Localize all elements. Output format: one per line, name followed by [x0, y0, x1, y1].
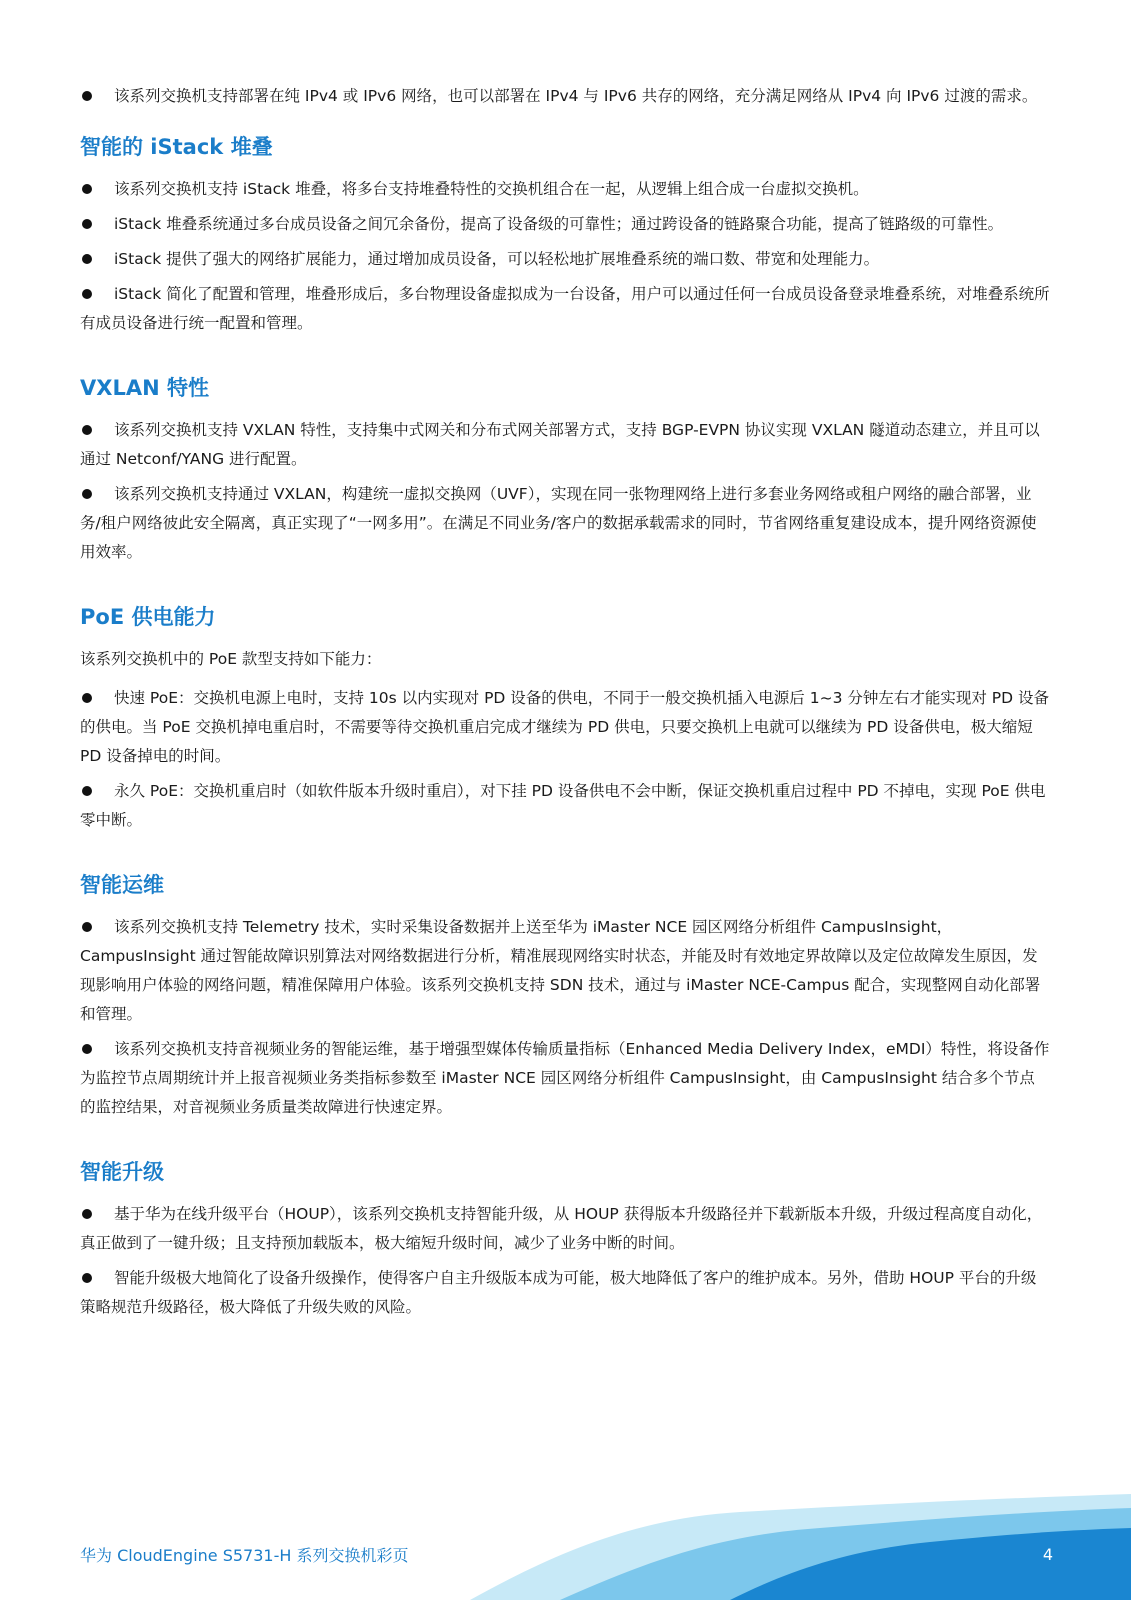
bullet-dot-icon: [82, 184, 92, 194]
bullet-item: 该系列交换机支持通过 VXLAN，构建统一虚拟交换网（UVF），实现在同一张物理网络上进行多套业务网络或租户网络的融合部署，业务/租户网络彼此安全隔离，真正实现了“一网多用”。在满足不同业务/客户的数据承载需求的同时，节省网络重复建设成本，提升网络资源使用效率。: [80, 485, 1037, 561]
page-number: 4: [1042, 1545, 1053, 1564]
bullet-item: 智能升级极大地简化了设备升级操作，使得客户自主升级版本成为可能，极大地降低了客户的维护成本。另外，借助 HOUP 平台的升级策略规范升级路径，极大降低了升级失败的风险。: [80, 1269, 1037, 1316]
bullet-dot-icon: [82, 254, 92, 264]
bullet-item: iStack 堆叠系统通过多台成员设备之间冗余备份，提高了设备级的可靠性；通过跨设备的链路聚合功能，提高了链路级的可靠性。: [80, 210, 1050, 239]
document-body: [80, 82, 1050, 1328]
bullet-item: 该系列交换机支持部署在纯 IPv4 或 IPv6 网络，也可以部署在 IPv4 与 IPv6 共存的网络，充分满足网络从 IPv4 向 IPv6 过渡的需求。: [80, 82, 1050, 111]
section-upgrade: [80, 1158, 1050, 1322]
bullet-item: 永久 PoE：交换机重启时（如软件版本升级时重启），对下挂 PD 设备供电不会中断，保证交换机重启过程中 PD 不掉电，实现 PoE 供电零中断。: [80, 782, 1046, 829]
bullet-dot-icon: [82, 91, 92, 101]
bullet-dot-icon: [82, 425, 92, 435]
bullet-dot-icon: [82, 922, 92, 932]
bullet-item: 该系列交换机支持音视频业务的智能运维，基于增强型媒体传输质量指标（Enhanced Media Delivery Index，eMDI）特性，将设备作为监控节点周期统计并上报音视频业务类指标参数至 iMaster NCE 园区网络分析组件 CampusInsight，由 CampusInsight 结合多个节点的监控结果，对音视频业务质量类故障进行快速定界。: [80, 1040, 1050, 1116]
section-poe: [80, 603, 1050, 835]
bullet-dot-icon: [82, 1209, 92, 1219]
bullet-item: iStack 简化了配置和管理，堆叠形成后，多台物理设备虚拟成为一台设备，用户可以通过任何一台成员设备登录堆叠系统，对堆叠系统所有成员设备进行统一配置和管理。: [80, 285, 1050, 332]
bullet-item: 该系列交换机支持 Telemetry 技术，实时采集设备数据并上送至华为 iMaster NCE 园区网络分析组件 CampusInsight，CampusInsight 通过智能故障识别算法对网络数据进行分析，精准展现网络实时状态，并能及时有效地定界故障以及定位故障发生原因，发现影响用户体验的网络问题，精准保障用户体验。该系列交换机支持 SDN 技术，通过与 iMaster NCE-Campus 配合，实现整网自动化部署和管理。: [80, 918, 1041, 1023]
bullet-item: 该系列交换机支持 VXLAN 特性，支持集中式网关和分布式网关部署方式，支持 BGP-EVPN 协议实现 VXLAN 隧道动态建立，并且可以通过 Netconf/YANG 进行配置。: [80, 421, 1040, 468]
bullet-dot-icon: [82, 219, 92, 229]
footer-title: 华为 CloudEngine S5731-H 系列交换机彩页: [80, 1546, 409, 1565]
bullet-item: 快速 PoE：交换机电源上电时，支持 10s 以内实现对 PD 设备的供电，不同于一般交换机插入电源后 1~3 分钟左右才能实现对 PD 设备的供电。当 PoE 交换机掉电重启时，不需要等待交换机重启完成才继续为 PD 供电，只要交换机上电就可以继续为 PD 设备供电，极大缩短 PD 设备掉电的时间。: [80, 689, 1049, 765]
bullet-item: 该系列交换机支持 iStack 堆叠，将多台支持堆叠特性的交换机组合在一起，从逻辑上组合成一台虚拟交换机。: [80, 175, 1050, 204]
section-heading: 智能的 iStack 堆叠: [80, 135, 273, 159]
bullet-dot-icon: [82, 489, 92, 499]
section-intro: 该系列交换机中的 PoE 款型支持如下能力：: [80, 650, 382, 668]
section-heading: PoE 供电能力: [80, 605, 216, 629]
section-heading: VXLAN 特性: [80, 376, 209, 400]
section-ops: [80, 871, 1050, 1122]
section-heading: 智能运维: [80, 873, 164, 897]
bullet-item: 基于华为在线升级平台（HOUP），该系列交换机支持智能升级，从 HOUP 获得版本升级路径并下载新版本升级，升级过程高度自动化，真正做到了一键升级；且支持预加载版本，极大缩短升级时间，减少了业务中断的时间。: [80, 1205, 1043, 1252]
bullet-dot-icon: [82, 1044, 92, 1054]
bullet-dot-icon: [82, 1273, 92, 1283]
bullet-dot-icon: [82, 786, 92, 796]
bullet-item: iStack 提供了强大的网络扩展能力，通过增加成员设备，可以轻松地扩展堆叠系统的端口数、带宽和处理能力。: [80, 245, 1050, 274]
section-heading: 智能升级: [80, 1160, 164, 1184]
section-ipv6: [80, 82, 1050, 111]
section-istack: [80, 133, 1050, 338]
section-vxlan: [80, 374, 1050, 567]
bullet-dot-icon: [82, 693, 92, 703]
bullet-dot-icon: [82, 289, 92, 299]
